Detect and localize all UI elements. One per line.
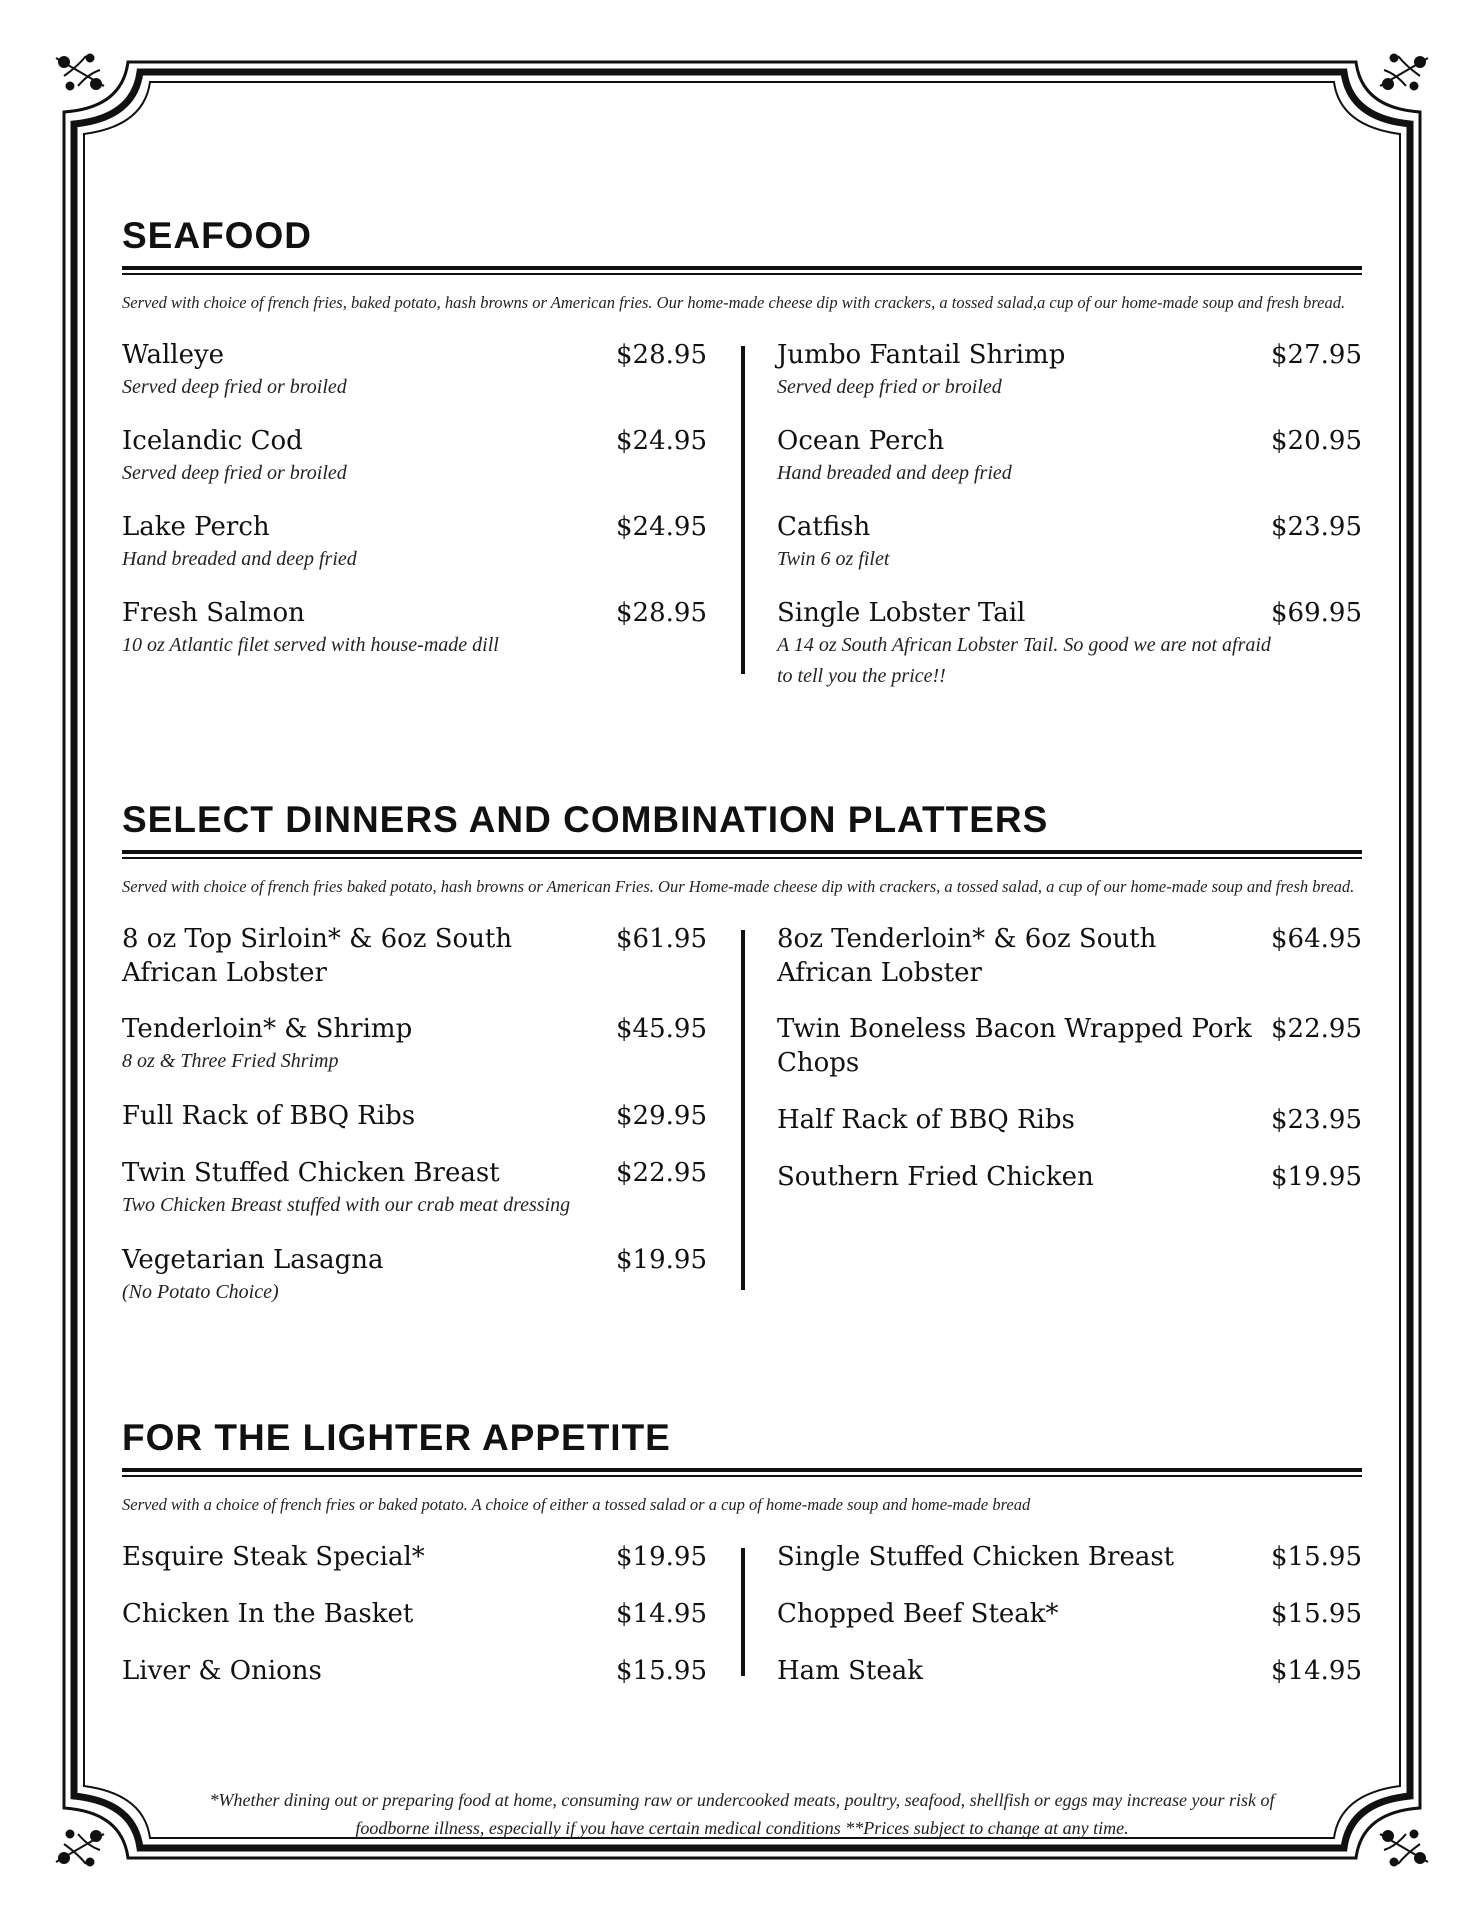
column-divider bbox=[741, 1548, 745, 1676]
item-name: Tenderloin* & Shrimp bbox=[122, 1014, 413, 1044]
menu-item bbox=[777, 1540, 1362, 1574]
menu-item bbox=[777, 1597, 1362, 1631]
menu-item bbox=[122, 596, 707, 661]
footer-disclaimer bbox=[160, 1786, 1324, 1842]
item-price: $14.95 bbox=[1271, 1656, 1362, 1686]
item-price: $22.95 bbox=[616, 1158, 707, 1188]
item-name: Ocean Perch bbox=[777, 426, 945, 456]
item-price: $15.95 bbox=[1271, 1599, 1362, 1629]
item-price: $24.95 bbox=[616, 426, 707, 456]
item-price: $15.95 bbox=[616, 1656, 707, 1686]
item-name: Fresh Salmon bbox=[122, 598, 305, 628]
menu-item bbox=[777, 922, 1362, 990]
menu-item bbox=[122, 1243, 707, 1308]
item-name: Esquire Steak Special* bbox=[122, 1542, 425, 1572]
item-description: Served deep fried or broiled bbox=[122, 376, 347, 398]
item-price: $28.95 bbox=[616, 598, 707, 628]
item-price: $64.95 bbox=[1271, 924, 1362, 954]
item-name: Walleye bbox=[122, 340, 225, 370]
item-price: $27.95 bbox=[1271, 340, 1362, 370]
menu-item bbox=[777, 424, 1362, 489]
item-description: A 14 oz South African Lobster Tail. So good we are not afraid to tell you the price!! bbox=[777, 634, 1271, 687]
item-price: $23.95 bbox=[1271, 1105, 1362, 1135]
menu-item bbox=[122, 338, 707, 403]
menu-item bbox=[777, 596, 1362, 692]
item-price: $28.95 bbox=[616, 340, 707, 370]
menu-item bbox=[777, 1160, 1362, 1194]
item-name: Vegetarian Lasagna bbox=[122, 1245, 384, 1275]
item-description: Hand breaded and deep fried bbox=[777, 462, 1012, 484]
section-note: Served with choice of french fries baked potato, hash browns or American Fries. Our Home-made cheese dip with crackers, a tossed salad, a cup of our home-made soup and fresh bread. bbox=[122, 877, 1355, 896]
menu-item bbox=[777, 1654, 1362, 1688]
item-description: 8 oz & Three Fried Shrimp bbox=[122, 1050, 339, 1072]
item-name: Catfish bbox=[777, 512, 871, 542]
section-title: SEAFOOD bbox=[122, 215, 312, 256]
item-name: 8oz Tenderloin* & 6oz South African Lobster bbox=[777, 924, 1157, 988]
item-description: Twin 6 oz filet bbox=[777, 548, 890, 570]
item-name: Chopped Beef Steak* bbox=[777, 1599, 1059, 1629]
item-price: $14.95 bbox=[616, 1599, 707, 1629]
item-name: 8 oz Top Sirloin* & 6oz South African Lobster bbox=[122, 924, 513, 988]
item-name: Jumbo Fantail Shrimp bbox=[777, 340, 1066, 370]
section-select-dinners bbox=[122, 798, 1362, 1303]
item-description: Served deep fried or broiled bbox=[122, 462, 347, 484]
section-note: Served with choice of french fries, baked potato, hash browns or American fries. Our home-made cheese dip with crackers, a tossed salad,a cup of our home-made soup and fresh bread. bbox=[122, 293, 1346, 312]
column-divider bbox=[741, 346, 745, 674]
double-rule bbox=[122, 266, 1362, 276]
item-price: $45.95 bbox=[616, 1014, 707, 1044]
item-price: $20.95 bbox=[1271, 426, 1362, 456]
item-name: Chicken In the Basket bbox=[122, 1599, 414, 1629]
item-price: $15.95 bbox=[1271, 1542, 1362, 1572]
section-title: SELECT DINNERS AND COMBINATION PLATTERS bbox=[122, 799, 1049, 840]
item-price: $19.95 bbox=[1271, 1162, 1362, 1192]
menu-item bbox=[122, 1540, 707, 1574]
item-name: Full Rack of BBQ Ribs bbox=[122, 1101, 416, 1131]
menu-item bbox=[122, 1099, 707, 1133]
item-price: $29.95 bbox=[616, 1101, 707, 1131]
item-name: Twin Stuffed Chicken Breast bbox=[122, 1158, 500, 1188]
menu-item bbox=[777, 510, 1362, 575]
menu-item bbox=[777, 338, 1362, 403]
menu-item bbox=[122, 1597, 707, 1631]
item-name: Lake Perch bbox=[122, 512, 270, 542]
item-price: $19.95 bbox=[616, 1542, 707, 1572]
menu-item bbox=[122, 1012, 707, 1077]
item-name: Single Lobster Tail bbox=[777, 598, 1026, 628]
item-price: $61.95 bbox=[616, 924, 707, 954]
section-lighter-appetite bbox=[122, 1416, 1362, 1686]
section-note: Served with a choice of french fries or baked potato. A choice of either a tossed salad or a cup of home-made soup and home-made bread bbox=[122, 1495, 1031, 1514]
item-description: Served deep fried or broiled bbox=[777, 376, 1002, 398]
menu-item bbox=[777, 1103, 1362, 1137]
menu-item bbox=[122, 424, 707, 489]
double-rule bbox=[122, 1468, 1362, 1478]
item-price: $69.95 bbox=[1271, 598, 1362, 628]
item-description: Hand breaded and deep fried bbox=[122, 548, 357, 570]
item-description: (No Potato Choice) bbox=[122, 1281, 279, 1303]
item-description: Two Chicken Breast stuffed with our crab meat dressing bbox=[122, 1194, 571, 1216]
item-name: Single Stuffed Chicken Breast bbox=[777, 1542, 1175, 1572]
footer-line-1: *Whether dining out or preparing food at home, consuming raw or undercooked meats, poultry, seafood, shellfish or eggs may increase your risk of bbox=[209, 1790, 1275, 1810]
menu-item bbox=[122, 1654, 707, 1688]
item-name: Southern Fried Chicken bbox=[777, 1162, 1094, 1192]
item-description: 10 oz Atlantic filet served with house-made dill bbox=[122, 634, 499, 656]
footer-line-2: foodborne illness, especially if you have certain medical conditions **Prices subject to change at any time. bbox=[355, 1818, 1129, 1838]
column-divider bbox=[741, 930, 745, 1290]
item-name: Twin Boneless Bacon Wrapped Pork Chops bbox=[777, 1014, 1252, 1078]
menu-item bbox=[777, 1012, 1362, 1080]
item-price: $22.95 bbox=[1271, 1014, 1362, 1044]
double-rule bbox=[122, 850, 1362, 860]
item-price: $19.95 bbox=[616, 1245, 707, 1275]
menu-item bbox=[122, 510, 707, 575]
item-name: Half Rack of BBQ Ribs bbox=[777, 1105, 1075, 1135]
menu-item bbox=[122, 1156, 707, 1221]
menu-item bbox=[122, 922, 707, 990]
item-price: $23.95 bbox=[1271, 512, 1362, 542]
item-name: Ham Steak bbox=[777, 1656, 923, 1686]
section-seafood bbox=[122, 214, 1362, 687]
item-price: $24.95 bbox=[616, 512, 707, 542]
item-name: Icelandic Cod bbox=[122, 426, 303, 456]
section-title: FOR THE LIGHTER APPETITE bbox=[122, 1417, 671, 1458]
item-name: Liver & Onions bbox=[122, 1656, 322, 1686]
